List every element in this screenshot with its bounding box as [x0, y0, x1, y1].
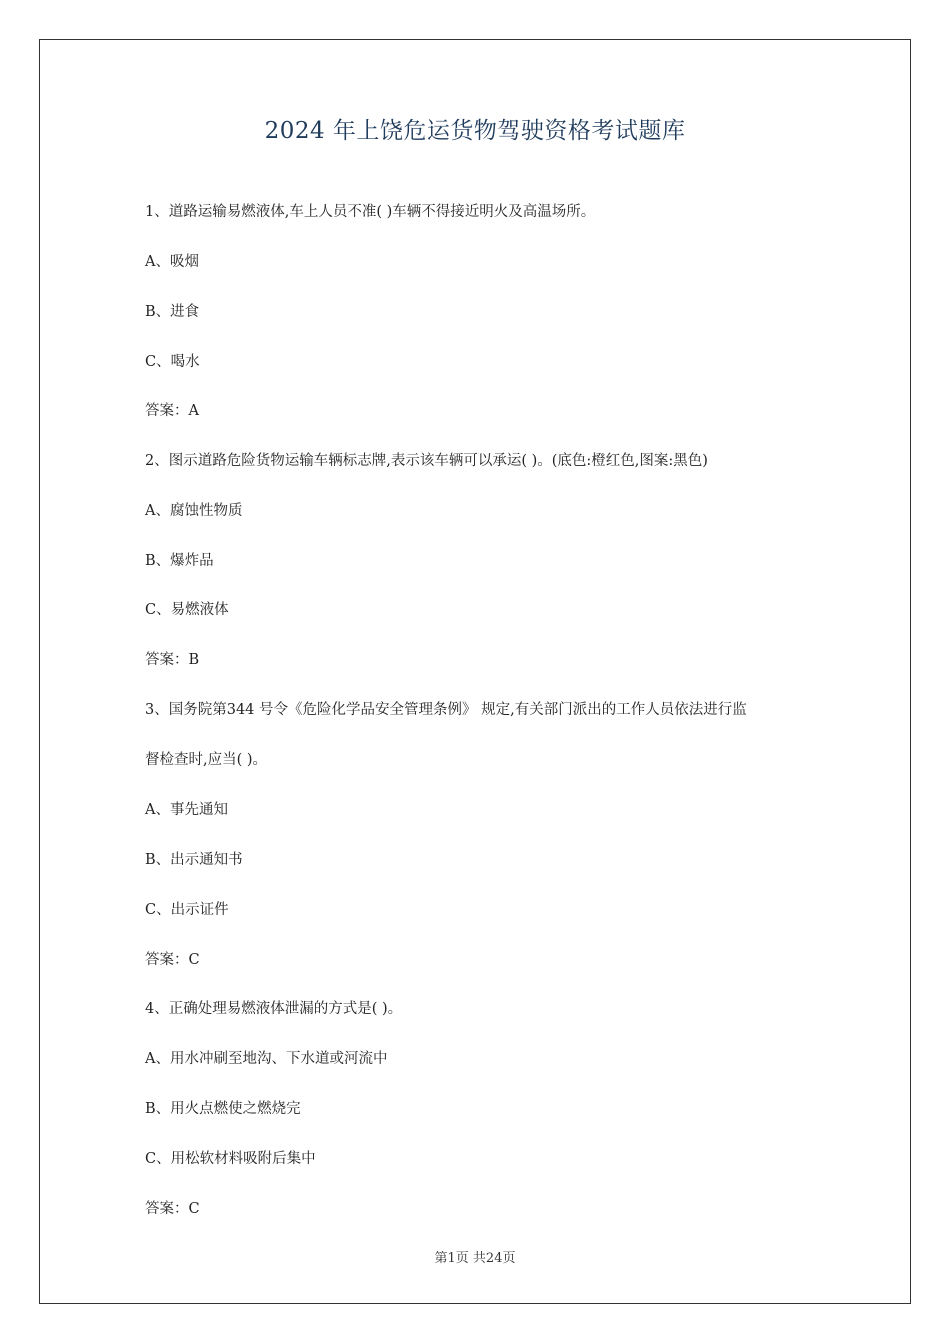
question-1-option-c: C、喝水: [145, 354, 200, 370]
question-3-option-c: C、出示证件: [145, 902, 229, 918]
question-4-option-c: C、用松软材料吸附后集中: [145, 1151, 316, 1167]
question-2-option-a: A、腐蚀性物质: [145, 503, 243, 519]
question-1-text: 1、道路运输易燃液体,车上人员不准( )车辆不得接近明火及高温场所。: [145, 204, 596, 220]
document-title: 2024 年上饶危运货物驾驶资格考试题库: [264, 118, 686, 144]
question-3-text-cont: 督检查时,应当( )。: [145, 752, 268, 768]
question-2-option-b: B、爆炸品: [145, 553, 214, 569]
question-1-answer: 答案：A: [145, 403, 199, 419]
question-3-option-b: B、出示通知书: [145, 852, 243, 868]
question-4-answer: 答案：C: [145, 1201, 200, 1217]
question-1-option-a: A、吸烟: [145, 254, 199, 270]
question-4-option-b: B、用火点燃使之燃烧完: [145, 1101, 301, 1117]
page-footer: 第1页 共24页: [434, 1251, 516, 1266]
question-3-option-a: A、事先通知: [145, 802, 228, 818]
question-2-text: 2、图示道路危险货物运输车辆标志牌,表示该车辆可以承运( )。(底色:橙红色,图案:黑色): [145, 453, 708, 469]
question-2-answer: 答案：B: [145, 652, 200, 668]
question-4-text: 4、正确处理易燃液体泄漏的方式是( )。: [145, 1001, 403, 1017]
question-4-option-a: A、用水冲刷至地沟、下水道或河流中: [145, 1051, 388, 1067]
question-3-answer: 答案：C: [145, 952, 200, 968]
question-1-option-b: B、进食: [145, 304, 200, 320]
question-3-text: 3、国务院第344 号令《危险化学品安全管理条例》 规定,有关部门派出的工作人员依法进行监: [145, 702, 747, 718]
question-2-option-c: C、易燃液体: [145, 602, 229, 618]
